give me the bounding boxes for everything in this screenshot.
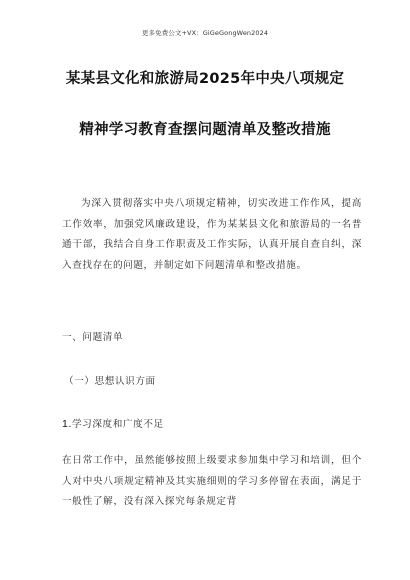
item-number: 1. bbox=[62, 418, 72, 430]
item-1-paragraph: 在日常工作中，虽然能够按照上级要求参加集中学习和培训，但个人对中央八项规定精神及其实施细则的学习多停留在表面，满足于一般性了解，没有深入探究每条规定背 bbox=[62, 455, 362, 508]
intro-paragraph: 为深入贯彻落实中央八项规定精神，切实改进工作作风，提高工作效率，加强党风廉政建设，作为某某县文化和旅游局的一名普通干部，我结合自身工作职责及工作实际，认真开展自查自纠，深入查找存在的问题，并制定如下问题清单和整改措施。 bbox=[62, 198, 362, 271]
header-note: 更多免费公文+VX：GiGeGongWen2024 bbox=[141, 29, 269, 37]
subsection-heading-ideological: （一）思想认识方面 bbox=[64, 376, 156, 387]
document-title-line-1: 某某县文化和旅游局2025年中央八项规定 bbox=[65, 71, 345, 87]
document-title-line-2: 精神学习教育查摆问题清单及整改措施 bbox=[79, 122, 331, 138]
item-heading-text: 学习深度和广度不足 bbox=[71, 419, 164, 430]
item-heading-1 bbox=[62, 416, 164, 430]
section-heading-problem-list: 一、问题清单 bbox=[62, 332, 124, 343]
